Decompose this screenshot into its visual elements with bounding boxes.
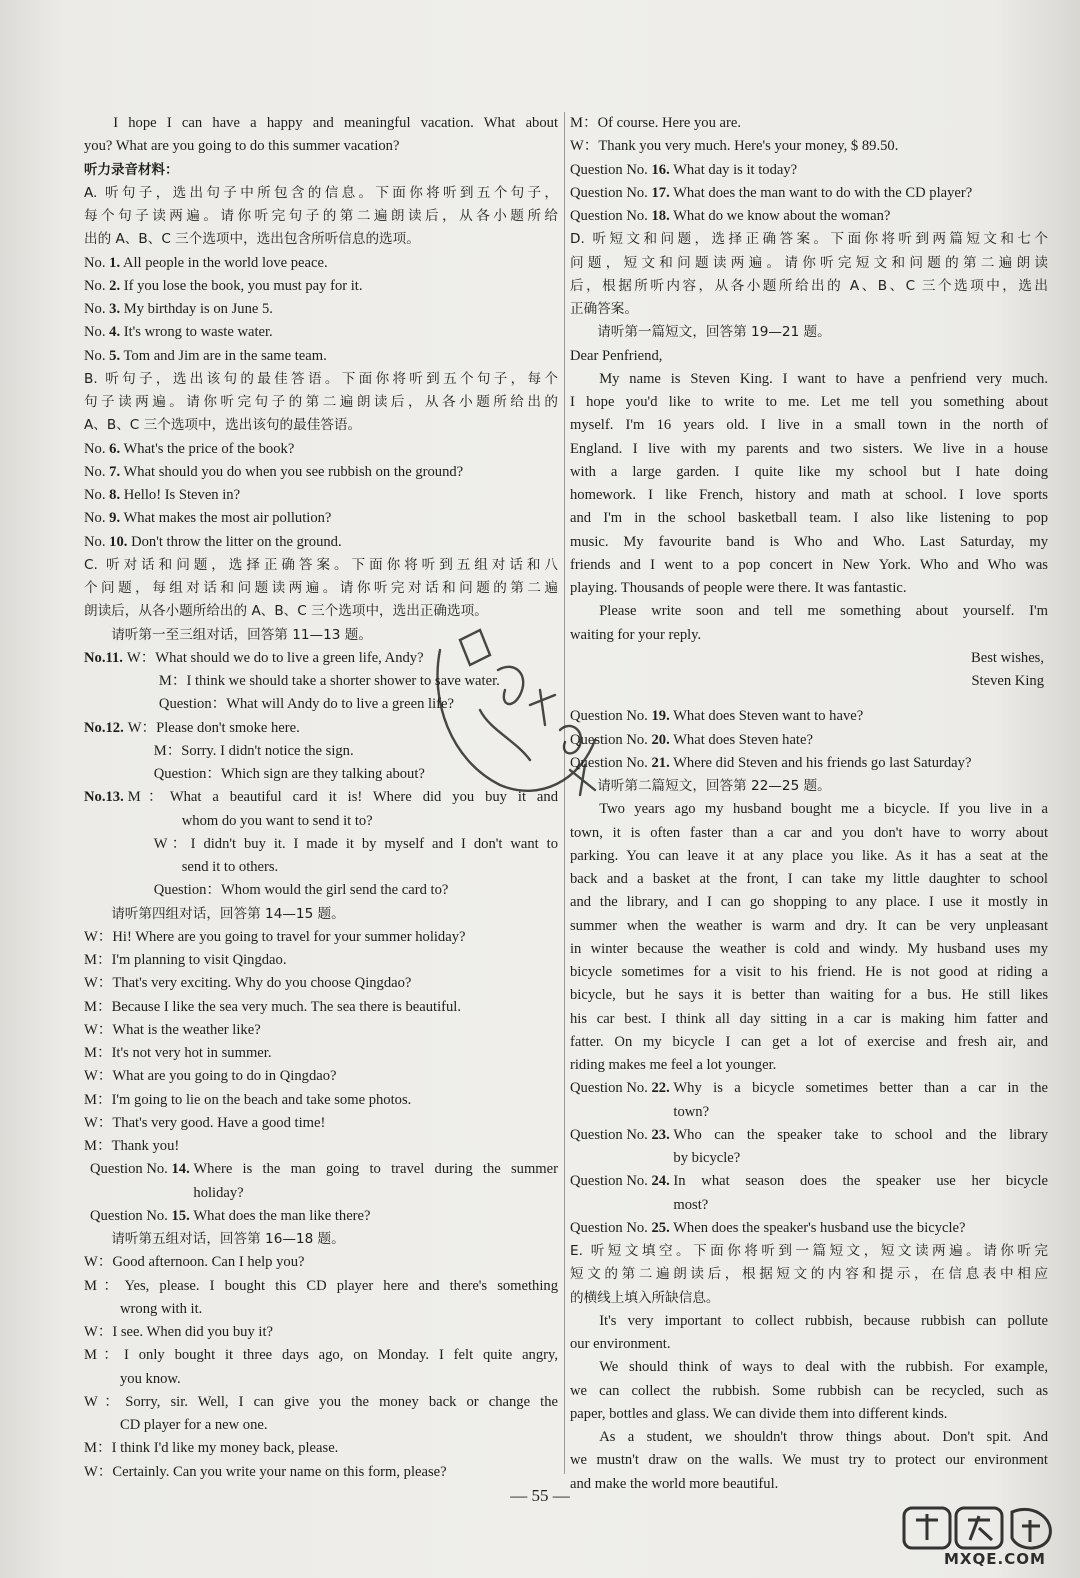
left-column <box>84 112 558 1484</box>
dialogue-line: W：Good afternoon. Can I help you? <box>84 1254 305 1271</box>
dialogue-line: M：I'm going to lie on the beach and take some photos. <box>84 1091 412 1108</box>
passage-line: Two years ago my husband bought me a bicycle. If you live in a <box>599 801 1048 818</box>
letter-line: and I'm in the school basketball team. I also like listening to pop <box>570 510 1048 527</box>
letter-line: with a large garden. I quite like my school but I hate doing <box>570 463 1048 480</box>
dialogue-line: wrong with it. <box>120 1300 203 1317</box>
dialogue-line: M：I'm planning to visit Qingdao. <box>84 952 287 968</box>
question-20: Question No. 20. What does Steven hate? <box>570 731 813 748</box>
letter-line: I hope you'd like to write to me. Let me tell you something about <box>570 394 1048 410</box>
question-18: Question No. 18. What do we know about the woman? <box>570 208 891 224</box>
list-item: No. 4. It's wrong to waste water. <box>84 324 273 341</box>
dialogue-line: CD player for a new one. <box>120 1417 268 1433</box>
passage-line: parking. You can leave it at any place you like. As it has a seat at the <box>570 847 1048 864</box>
letter-line: waiting for your reply. <box>570 626 702 643</box>
instruction-line: E. 听短文填空。下面你将听到一篇短文，短文读两遍。请你听完 <box>570 1243 1048 1259</box>
dialogue-line: M：It's not very hot in summer. <box>84 1045 272 1061</box>
subheading: 请听第四组对话，回答第 14—15 题。 <box>111 905 345 922</box>
page-number: — 55 — <box>510 1486 570 1505</box>
dialogue-line: W：Certainly. Can you write your name on this form, please? <box>84 1463 447 1480</box>
question-24: Question No. 24. In what season does the speaker use her bicycle most? <box>570 1173 1048 1213</box>
passage-2 <box>570 798 1048 1077</box>
dialogue-11: No.11. W：What should we do to live a green life, Andy? M：I think we should take a shorter shower to save water. Question：What will Andy do to live a green life? <box>84 649 500 713</box>
question-15: Question No. 15. What does the man like there? <box>90 1207 371 1224</box>
question-23: Question No. 23. Who can the speaker take to school and the library by bicycle? <box>570 1126 1048 1166</box>
instruction-line: A. 听句子，选出句子中所包含的信息。下面你将听到五个句子， <box>84 184 558 201</box>
dialogue-line: W：I see. When did you buy it? <box>84 1324 273 1340</box>
section-e-instructions <box>570 1240 1048 1310</box>
letter-line: music. My favourite band is Who and Who. Last Saturday, my <box>570 533 1048 550</box>
list-item: No. 9. What makes the most air pollution? <box>84 510 332 527</box>
instruction-line: 出的 A、B、C 三个选项中，选出包含所听信息的选项。 <box>84 231 420 248</box>
question-22: Question No. 22. Why is a bicycle sometimes better than a car in the town? <box>570 1080 1048 1120</box>
subheading: 请听第二篇短文，回答第 22—25 题。 <box>597 778 831 794</box>
passage-line: and the library, and I can go shopping to any place. I use it mostly in <box>570 894 1048 911</box>
letter-line: playing. Thousands of people were there. It was fantastic. <box>570 580 907 596</box>
passage-line: paper, bottles and glass. We can divide them into different kinds. <box>570 1405 948 1422</box>
subheading: 请听第一至三组对话，回答第 11—13 题。 <box>111 626 372 643</box>
passage-line: summer when the weather is warm and dry. It can be very unpleasant <box>570 917 1048 934</box>
question-17: Question No. 17. What does the man want to do with the CD player? <box>570 184 973 201</box>
site-logo-text: MXQE.COM <box>944 1550 1046 1568</box>
instruction-line: 每个句子读两遍。请你听完句子的第二遍朗读后，从各小题所给 <box>84 208 558 224</box>
list-item: No. 8. Hello! Is Steven in? <box>84 487 241 503</box>
passage-line: town, it is often faster than a car and you don't have to worry about <box>570 824 1048 841</box>
instruction-line: 的横线上填入所缺信息。 <box>570 1289 720 1306</box>
section-b-instructions <box>84 368 558 438</box>
instruction-line: D. 听短文和问题，选择正确答案。下面你将听到两篇短文和七个 <box>570 231 1048 248</box>
letter-line: England. I live with my parents and two sisters. We live in a house <box>570 440 1048 457</box>
passage-line: our environment. <box>570 1336 671 1352</box>
passage-line: fatter. On my bicycle I can get a lot of exercise and fresh air, and <box>570 1033 1048 1050</box>
question-21: Question No. 21. Where did Steven and his friends go last Saturday? <box>570 754 972 771</box>
dialogue-line: M：I think I'd like my money back, please. <box>84 1440 339 1457</box>
letter-line: myself. I'm 16 years old. I live in a small town in the north of <box>570 417 1048 434</box>
dialogue-line: M：Thank you! <box>84 1138 180 1154</box>
passage-line: bicycle sometimes for a visit to his friend. He is not good at riding a <box>570 964 1048 980</box>
passage-line: riding makes me feel a lot younger. <box>570 1057 777 1073</box>
dialogue-13: No.13. M：What a beautiful card it is! Where did you buy it and whom do you want to send it to? W：I didn't buy it. I made it by myself and I don't want to send it to others. Question：Whom would the girl send the card to? <box>84 789 558 899</box>
passage-line: we can collect the rubbish. Some rubbish can be recycled, such as <box>570 1382 1048 1399</box>
passage-line: We should think of ways to deal with the rubbish. For example, <box>599 1359 1048 1376</box>
instruction-line: 朗读后，从各小题所给出的 A、B、C 三个选项中，选出正确选项。 <box>84 603 488 620</box>
dialogue-line: M：Yes, please. I bought this CD player here and there's something <box>84 1277 558 1294</box>
letter-salutation: Dear Penfriend, <box>570 347 663 364</box>
dialogue-line: W：Hi! Where are you going to travel for your summer holiday? <box>84 928 466 945</box>
question-16: Question No. 16. What day is it today? <box>570 161 798 178</box>
instruction-line: 个问题，每组对话和问题读两遍。请你听完对话和问题的第二遍 <box>84 580 558 596</box>
passage-e <box>570 1310 1048 1496</box>
dialogue-12: No.12. W：Please don't smoke here. M：Sorry. I didn't notice the sign. Question：Which sign are they talking about? <box>84 719 425 782</box>
question-19: Question No. 19. What does Steven want to have? <box>570 708 864 725</box>
list-item: No. 1. All people in the world love peace. <box>84 254 328 271</box>
instruction-line: 正确答案。 <box>570 301 638 317</box>
section-a-instructions <box>84 182 558 252</box>
dialogue-line: W：Sorry, sir. Well, I can give you the money back or change the <box>84 1393 558 1410</box>
right-column <box>570 112 1048 1496</box>
list-item: No. 2. If you lose the book, you must pay for it. <box>84 277 363 294</box>
instruction-line: 后，根据所听内容，从各小题所给出的 A、B、C 三个选项中，选出 <box>570 277 1048 294</box>
section-d-instructions <box>570 228 1048 321</box>
dialogue-line: W：That's very good. Have a good time! <box>84 1114 326 1131</box>
list-item: No. 6. What's the price of the book? <box>84 440 295 457</box>
dialogue-line: M：I only bought it three days ago, on Monday. I felt quite angry, <box>84 1347 558 1364</box>
dialogue-line: M：Because I like the sea very much. The sea there is beautiful. <box>84 998 462 1015</box>
dialogue-line: W：That's very exciting. Why do you choose Qingdao? <box>84 975 412 992</box>
section-c-instructions <box>84 554 558 624</box>
letter-line: homework. I like French, history and math at school. I love sports <box>570 487 1048 503</box>
instruction-line: B. 听句子，选出该句的最佳答语。下面你将听到五个句子，每个 <box>84 370 558 387</box>
subheading: 请听第五组对话，回答第 16—18 题。 <box>111 1231 345 1247</box>
passage-line: in winter because the weather is cold and windy. My husband uses my <box>570 940 1048 957</box>
list-item: No. 10. Don't throw the litter on the ground. <box>84 533 342 550</box>
passage-line: As a student, we shouldn't throw things about. Don't spit. And <box>599 1429 1048 1445</box>
passage-line: It's very important to collect rubbish, because rubbish can pollute <box>599 1312 1048 1329</box>
section-heading: 听力录音材料： <box>84 161 179 178</box>
letter-line: My name is Steven King. I want to have a penfriend very much. <box>599 370 1048 387</box>
section-a-items <box>84 252 558 368</box>
list-item: No. 5. Tom and Jim are in the same team. <box>84 347 327 364</box>
list-item: No. 3. My birthday is on June 5. <box>84 301 273 317</box>
intro-line: I hope I can have a happy and meaningful vacation. What about <box>113 115 558 131</box>
list-item: No. 7. What should you do when you see rubbish on the ground? <box>84 463 464 480</box>
dialogue-4 <box>84 926 558 1159</box>
column-divider <box>564 112 565 1474</box>
subheading: 请听第一篇短文，回答第 19—21 题。 <box>597 324 831 341</box>
dialogue-line: W：What are you going to do in Qingdao? <box>84 1068 337 1085</box>
letter-closing: Best wishes, <box>971 649 1044 666</box>
passage-line: bicycle, but he says it is better than waiting for a bus. He still likes <box>570 987 1048 1004</box>
instruction-line: C. 听对话和问题，选择正确答案。下面你将听到五组对话和八 <box>84 556 558 573</box>
dialogue-line: you know. <box>120 1370 181 1387</box>
letter-body <box>570 368 1048 647</box>
question-14: Question No. 14. Where is the man going to travel during the summer holiday? <box>90 1161 558 1201</box>
dialogue-5 <box>84 1251 558 1484</box>
instruction-line: 问题，短文和问题读两遍。请你听完短文和问题的第二遍朗读 <box>570 254 1048 271</box>
intro-line: you? What are you going to do this summer vacation? <box>84 138 400 155</box>
section-b-items <box>84 438 558 554</box>
passage-line: back and a basket at the front, I can take my little daughter to school <box>570 871 1048 887</box>
letter-line: Please write soon and tell me something about yourself. I'm <box>599 603 1048 620</box>
letter-signature: Steven King <box>971 673 1044 689</box>
instruction-line: 短文的第二遍朗读后，根据短文的内容和提示，在信息表中相应 <box>570 1266 1048 1283</box>
dialogue-line: W：What is the weather like? <box>84 1021 261 1038</box>
passage-line: we mustn't draw on the walls. We must try to protect our environment <box>570 1452 1048 1469</box>
dialogue-line: M：Of course. Here you are. <box>570 115 742 131</box>
instruction-line: 句子读两遍。请你听完句子的第二遍朗读后，从各小题所给出的 <box>84 394 558 410</box>
letter-line: friends and I went to a pop concert in New York. Who and Who was <box>570 556 1048 573</box>
passage-line: his car best. I think all day sitting in a car is making him fatter and <box>570 1010 1048 1027</box>
passage-line: and make the world more beautiful. <box>570 1475 779 1492</box>
question-25: Question No. 25. When does the speaker's husband use the bicycle? <box>570 1219 966 1236</box>
dialogue-line: W：Thank you very much. Here's your money, $ 89.50. <box>570 138 899 155</box>
instruction-line: A、B、C 三个选项中，选出该句的最佳答语。 <box>84 417 362 434</box>
